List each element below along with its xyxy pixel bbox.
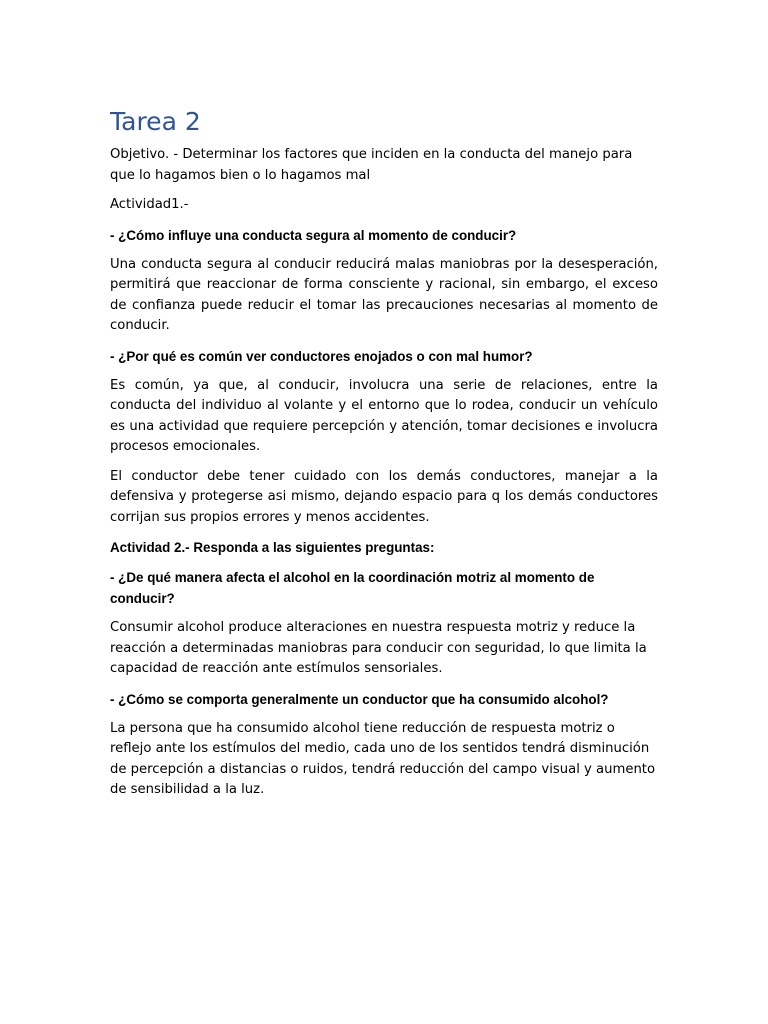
document-body [110, 104, 658, 810]
objective-paragraph: Objetivo. - Determinar los factores que inciden en la conducta del manejo para que lo hagamos bien o lo hagamos mal [110, 147, 633, 183]
activity1-label: Actividad1.- [110, 197, 189, 212]
answer-3: Consumir alcohol produce alteraciones en nuestra respuesta motriz y reduce la reacción a determinadas maniobras para conducir con seguridad, lo que limita la capacidad de reacción ante estímulos sensoriales. [110, 620, 647, 676]
question-3: - ¿De qué manera afecta el alcohol en la coordinación motriz al momento de conducir? [110, 570, 595, 606]
answer-2-paragraph-2: El conductor debe tener cuidado con los demás conductores, manejar a la defensiva y protegerse asi mismo, dejando espacio para q los demás conductores corrijan sus propios errores y menos accidentes. [110, 468, 658, 525]
question-1: - ¿Cómo influye una conducta segura al momento de conducir? [110, 227, 517, 243]
page-title: Tarea 2 [110, 107, 201, 136]
activity2-label: Actividad 2.- Responda a las siguientes preguntas: [110, 540, 435, 555]
answer-1: Una conducta segura al conducir reducirá malas maniobras por la desesperación, permitirá que reaccionar de forma consciente y racional, sin embargo, el exceso de confianza puede reducir el tomar las precauciones necesarias al momento de conducir. [110, 256, 658, 333]
question-4: - ¿Cómo se comporta generalmente un conductor que ha consumido alcohol? [110, 691, 609, 707]
answer-4: La persona que ha consumido alcohol tiene reducción de respuesta motriz o reflejo ante los estímulos del medio, cada uno de los sentidos tendrá disminución de percepción a distancias o ruidos, tendrá reducción del campo visual y aumento de sensibilidad a la luz. [110, 720, 656, 797]
answer-2-paragraph-1: Es común, ya que, al conducir, involucra una serie de relaciones, entre la conducta del individuo al volante y el entorno que lo rodea, conducir un vehículo es una actividad que requiere percepción y atención, tomar decisiones e involucra procesos emocionales. [110, 377, 658, 454]
question-2: - ¿Por qué es común ver conductores enojados o con mal humor? [110, 348, 533, 364]
